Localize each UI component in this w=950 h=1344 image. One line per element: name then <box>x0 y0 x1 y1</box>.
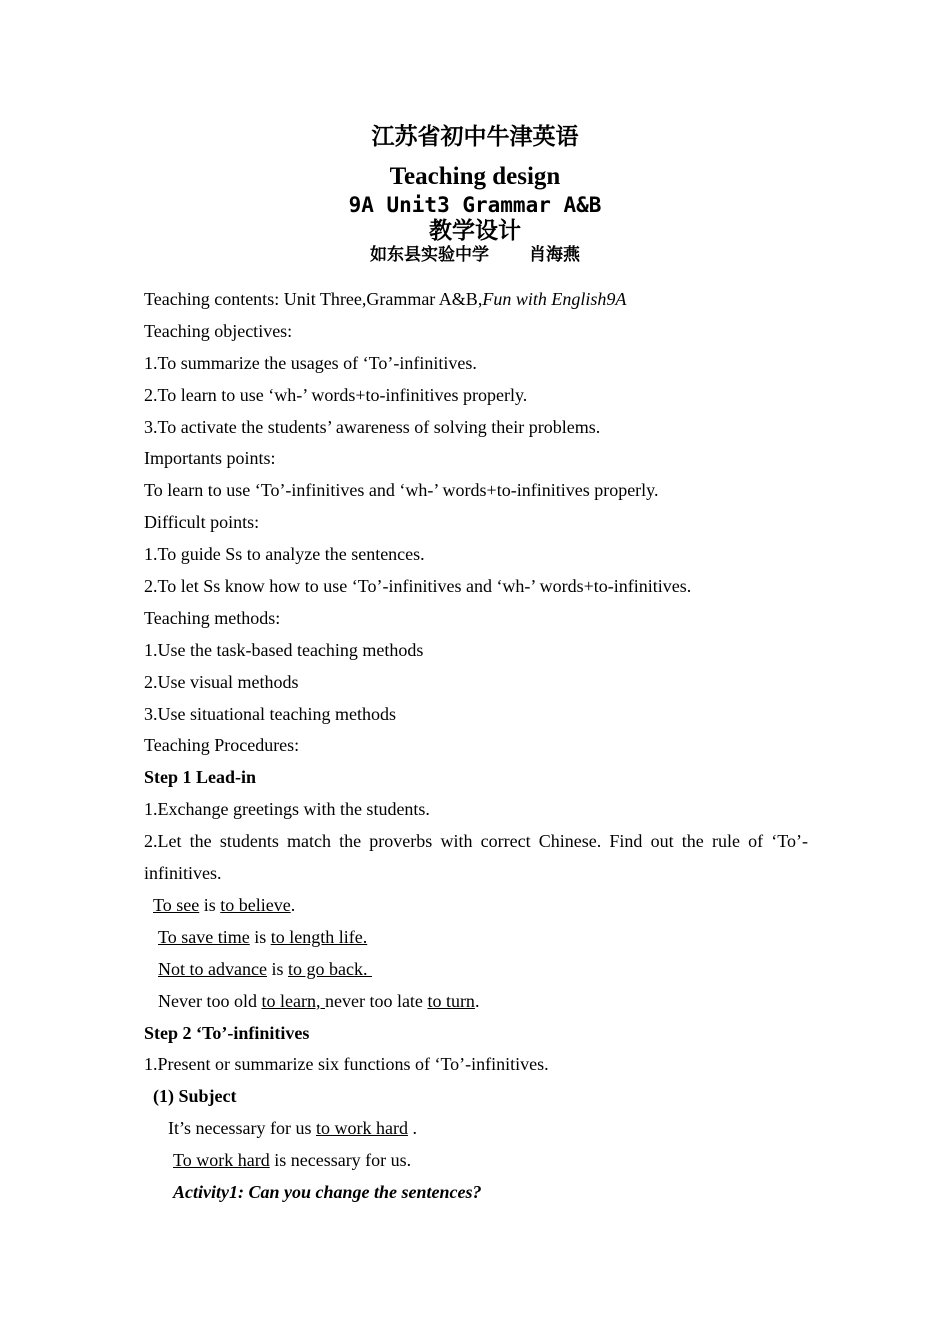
example-sentence <box>144 1145 824 1177</box>
title-english: Teaching design <box>389 163 561 190</box>
proverb-part: to learn, <box>261 990 325 1011</box>
proverb-part: to go back. <box>287 958 372 979</box>
proverb-part: To see <box>153 894 200 915</box>
procedures-heading: Teaching Procedures: <box>144 735 300 756</box>
unit-title: 9A Unit3 Grammar A&B <box>348 193 602 217</box>
objective-item: 2.To learn to use ‘wh-’ words+to-infinitives properly. <box>144 384 528 405</box>
step2-item: 1.Present or summarize six functions of ‘To’-infinitives. <box>144 1054 549 1075</box>
proverb-line <box>144 890 824 922</box>
proverb-part: to believe <box>220 894 291 915</box>
author-name: 肖海燕 <box>529 245 580 265</box>
proverb-part: is <box>249 926 271 947</box>
proverb-part: to length life. <box>270 926 368 947</box>
proverb-part: to turn <box>427 990 475 1011</box>
proverb-line <box>144 986 824 1018</box>
proverb-part: . <box>290 894 296 915</box>
teaching-contents-line <box>144 284 824 316</box>
proverb-part: Never too old <box>158 990 262 1011</box>
subject-subheading: (1) Subject <box>153 1086 237 1107</box>
subtitle-chinese: 教学设计 <box>429 218 521 244</box>
proverb-part: never too late <box>324 990 428 1011</box>
methods-heading: Teaching methods: <box>144 607 281 628</box>
step1-item: 2.Let the students match the proverbs with correct Chinese. Find out the rule of ‘To’-infinitives. <box>144 831 808 884</box>
method-item: 1.Use the task-based teaching methods <box>144 639 424 660</box>
difficult-point-item: 2.To let Ss know how to use ‘To’-infinitives and ‘wh-’ words+to-infinitives. <box>144 576 692 597</box>
difficult-point-item: 1.To guide Ss to analyze the sentences. <box>144 544 425 565</box>
book-title: Fun with English9A <box>482 289 627 309</box>
title-chinese: 江苏省初中牛津英语 <box>371 124 579 150</box>
school-name: 如东县实验中学 <box>370 245 489 265</box>
objective-item: 1.To summarize the usages of ‘To’-infinitives. <box>144 352 477 373</box>
example-part: To work hard <box>173 1150 270 1171</box>
activity-heading: Activity1: Can you change the sentences? <box>173 1181 482 1202</box>
example-sentence <box>144 1113 824 1145</box>
method-item: 2.Use visual methods <box>144 671 299 692</box>
step2-heading: Step 2 ‘To’-infinitives <box>144 1022 310 1043</box>
example-part: is necessary for us. <box>269 1150 412 1171</box>
school-author-line <box>0 243 950 267</box>
step1-item: 1.Exchange greetings with the students. <box>144 799 430 820</box>
method-item: 3.Use situational teaching methods <box>144 703 396 724</box>
proverb-line <box>144 954 824 986</box>
document-body <box>144 284 824 1209</box>
objective-item: 3.To activate the students’ awareness of solving their problems. <box>144 416 601 437</box>
objectives-heading: Teaching objectives: <box>144 320 293 341</box>
proverb-part: Not to advance <box>158 958 267 979</box>
example-part: to work hard <box>315 1118 408 1139</box>
difficult-points-heading: Difficult points: <box>144 512 260 533</box>
proverb-part: is <box>199 894 221 915</box>
step1-heading: Step 1 Lead-in <box>144 767 257 788</box>
proverb-part: . <box>474 990 480 1011</box>
proverb-part: is <box>266 958 288 979</box>
example-part: It’s necessary for us <box>168 1118 316 1139</box>
example-part: . <box>407 1118 417 1139</box>
proverb-line <box>144 922 824 954</box>
proverb-part: To save time <box>158 926 250 947</box>
teaching-contents-text: Teaching contents: Unit Three,Grammar A&B, <box>144 289 483 309</box>
important-points-heading: Importants points: <box>144 448 276 469</box>
important-points-text: To learn to use ‘To’-infinitives and ‘wh-’ words+to-infinitives properly. <box>144 480 659 501</box>
